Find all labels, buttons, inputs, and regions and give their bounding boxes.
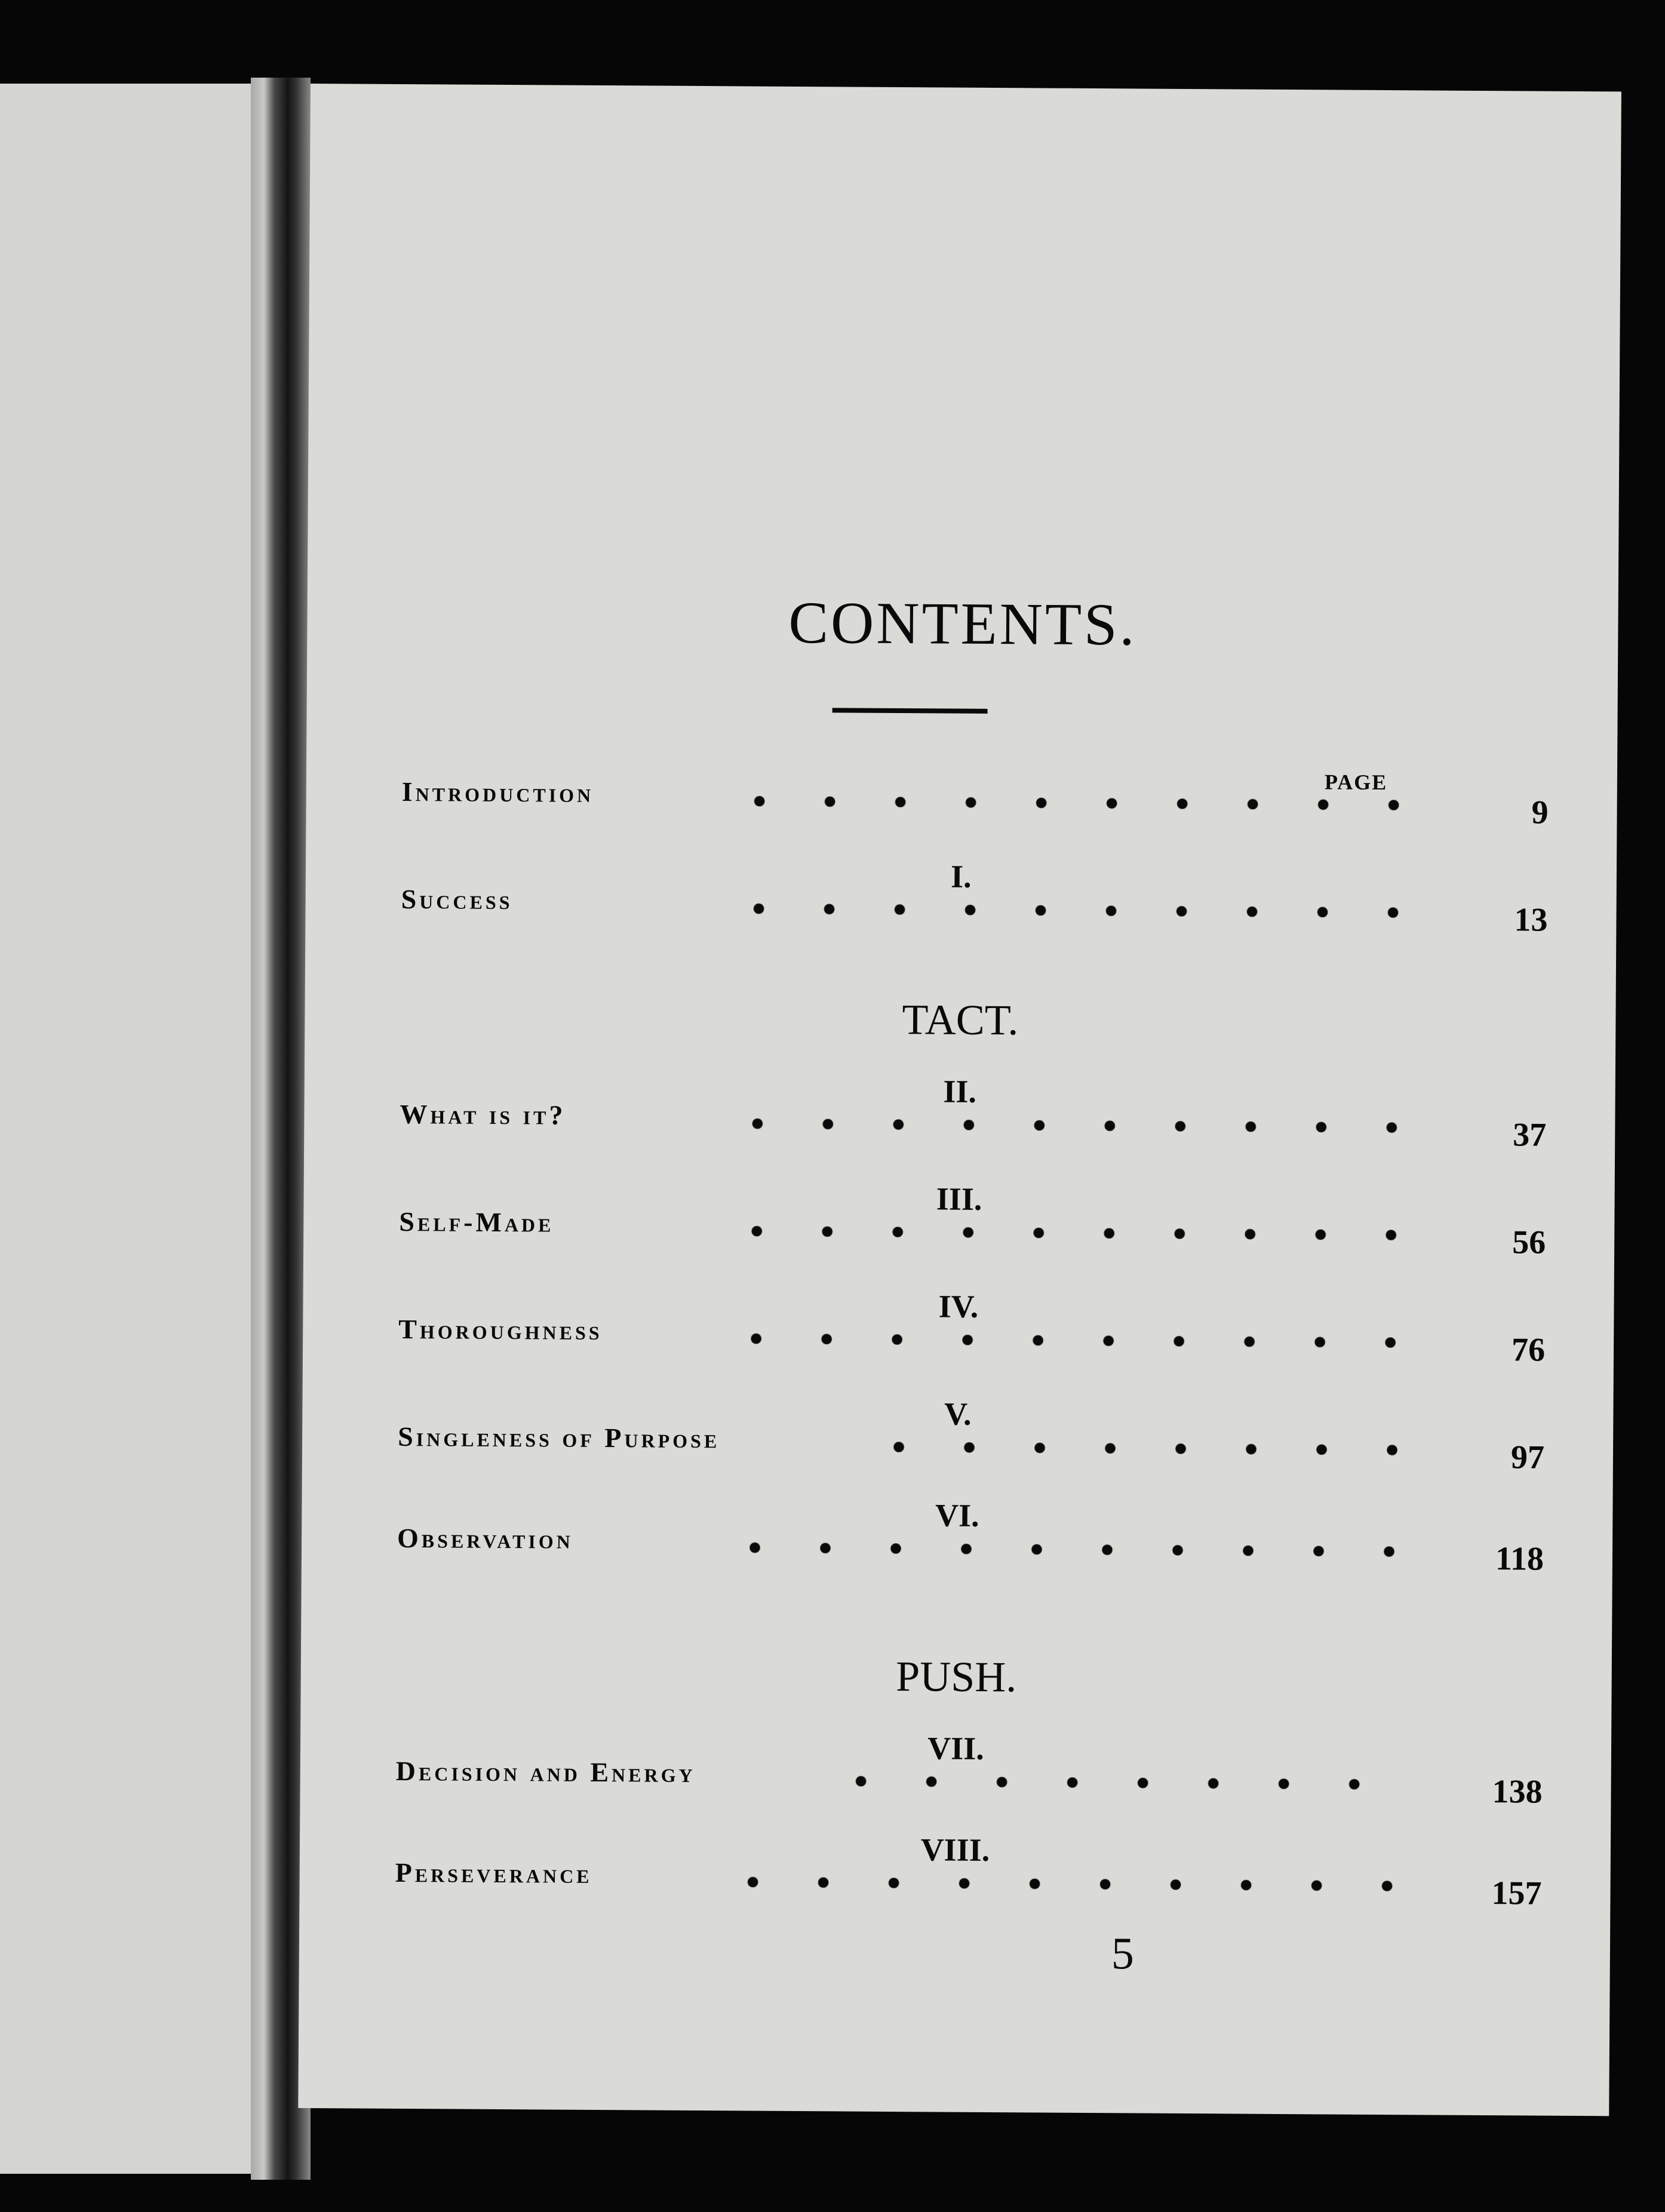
dot-leaders [724, 903, 1405, 918]
toc-entry-page: 56 [1512, 1224, 1546, 1261]
title-rule [832, 708, 988, 714]
toc-entry-observation[interactable] [397, 1517, 1544, 1578]
toc-entry-singleness-of-purpose[interactable] [398, 1416, 1545, 1476]
toc-entry-thoroughness[interactable] [398, 1308, 1546, 1369]
toc-entry-page: 9 [1531, 794, 1549, 831]
dot-leaders [722, 1118, 1403, 1133]
dot-leaders [721, 1225, 1402, 1240]
dot-leaders [721, 1333, 1402, 1348]
page-column-label: PAGE [1324, 770, 1388, 795]
dot-leaders [826, 1775, 1399, 1790]
toc-entry-title: Decision and Energy [395, 1755, 696, 1788]
toc-entry-title: Self-Made [399, 1206, 554, 1238]
toc-entry-self-made[interactable] [399, 1201, 1546, 1261]
toc-entry-what-is-it[interactable] [400, 1093, 1547, 1154]
toc-entry-title: What is it? [400, 1098, 566, 1130]
contents-page [298, 84, 1621, 2116]
part-heading-push: PUSH. [895, 1652, 1017, 1701]
toc-entry-page: 118 [1495, 1540, 1544, 1578]
toc-entry-page: 37 [1513, 1116, 1547, 1154]
toc-entry-title: Perseverance [395, 1857, 592, 1889]
page-title: CONTENTS. [788, 589, 1137, 658]
toc-entry-page: 13 [1514, 901, 1548, 939]
chapter-number: IV. [938, 1288, 979, 1325]
toc-entry-title: Introduction [401, 776, 594, 808]
dot-leaders [864, 1442, 1401, 1455]
dot-leaders [724, 795, 1405, 810]
toc-entry-page: 157 [1491, 1875, 1542, 1912]
toc-entry-title: Singleness of Purpose [398, 1421, 720, 1454]
chapter-number: VI. [935, 1497, 979, 1534]
part-heading-tact: TACT. [902, 996, 1019, 1044]
dot-leaders [720, 1542, 1400, 1557]
dot-leaders [718, 1876, 1399, 1891]
toc-entry-decision-and-energy[interactable] [395, 1750, 1543, 1811]
toc-entry-page: 138 [1492, 1773, 1543, 1811]
toc-entry-success[interactable] [401, 878, 1548, 939]
page-number: 5 [1111, 1928, 1135, 1979]
chapter-number: II. [943, 1073, 977, 1110]
chapter-number: VII. [927, 1730, 984, 1766]
toc-entry-page: 76 [1511, 1331, 1546, 1369]
facing-page [0, 84, 251, 2174]
chapter-number: VIII. [920, 1832, 990, 1869]
chapter-number: I. [950, 858, 972, 895]
toc-entry-perseverance[interactable] [395, 1852, 1542, 1912]
toc-entry-title: Thoroughness [398, 1313, 603, 1346]
toc-entry-title: Observation [397, 1522, 574, 1554]
toc-entry-page: 97 [1510, 1439, 1545, 1476]
toc-entry-title: Success [401, 883, 513, 915]
chapter-number: V. [944, 1396, 972, 1432]
toc-entry-introduction[interactable] [401, 771, 1549, 831]
chapter-number: III. [936, 1181, 982, 1217]
